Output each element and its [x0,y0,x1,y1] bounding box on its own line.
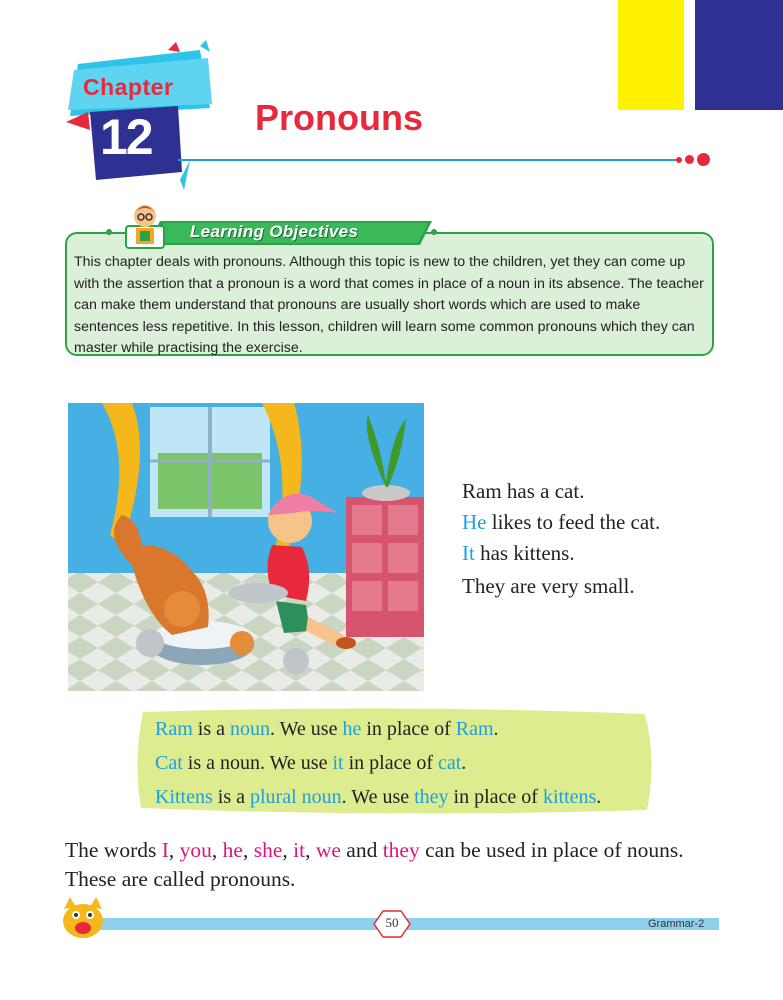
chapter-number: 12 [100,109,152,165]
example-sentence-2: He likes to feed the cat. [462,510,661,534]
note-line-2: Cat is a noun. We use it in place of cat. [155,752,467,774]
title-rule [178,159,678,161]
yellow-corner-block [618,0,684,110]
boy-feeding-cat-illustration [62,395,432,695]
note-line-3: Kittens is a plural noun. We use they in place of kittens. [155,786,602,808]
book-label: Grammar-2 [648,918,705,930]
note-line-1: Ram is a noun. We use he in place of Ram. [155,718,499,740]
summary-line-2: These are called pronouns. [65,867,296,891]
page-title: Pronouns [255,97,423,138]
objectives-dot [106,229,112,235]
example-sentence-1: Ram has a cat. [462,479,585,503]
mascot-icon [58,895,108,940]
pronoun-highlight: It [462,541,475,565]
objectives-text: This chapter deals with pronouns. Although this topic is new to the children, yet they can come up with the assertion that a pronoun is a word that comes in place of a noun in its absence. The teacher can make them understand that pronouns are usually short words which are used to make sentences less repetitive. In this lesson, children will learn some common pronouns which they can master while practising the exercise. [74,254,704,356]
page-number: 50 [385,915,399,930]
rule-dot [685,155,694,164]
example-sentence-3: It has kittens. [462,541,575,565]
summary-line-1: The words I, you, he, she, it, we and they can be used in place of nouns. [65,838,684,862]
navy-corner-block [695,0,783,110]
objectives-box [65,232,714,356]
chapter-label: Chapter [83,74,174,100]
objectives-heading: Learning Objectives [190,222,359,241]
example-sentence-4: They are very small. [462,574,635,598]
teacher-icon [122,200,168,250]
pronoun-highlight: He [462,510,487,534]
rule-dot [697,153,710,166]
rule-dot [676,157,682,163]
